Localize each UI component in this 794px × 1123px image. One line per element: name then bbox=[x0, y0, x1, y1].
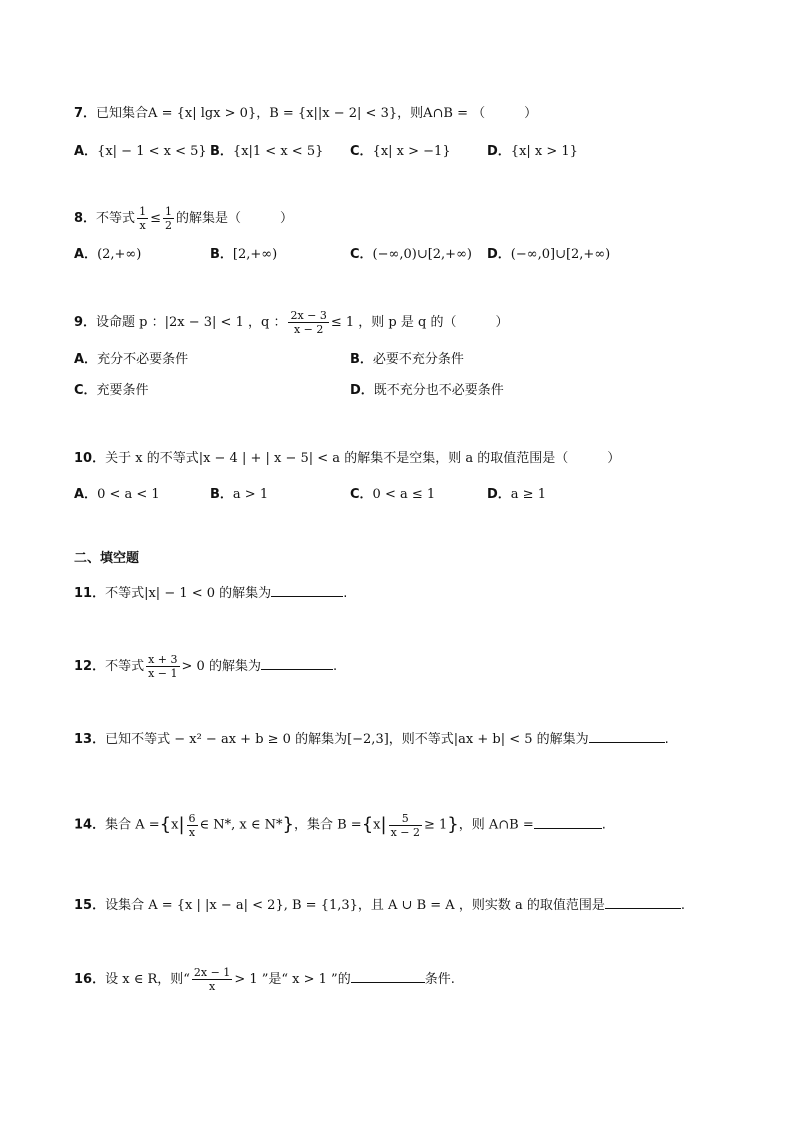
question-end: . bbox=[343, 586, 348, 601]
answer-blank[interactable] bbox=[589, 730, 665, 743]
option-a bbox=[74, 485, 160, 505]
option-label: C． bbox=[350, 144, 373, 159]
option-c bbox=[350, 142, 451, 162]
option-b bbox=[210, 142, 323, 162]
option-text: {x| − 1 < x < 5} bbox=[97, 144, 207, 159]
question-12 bbox=[74, 652, 337, 682]
fraction bbox=[137, 205, 148, 232]
option-a bbox=[74, 245, 141, 265]
question-number: 9． bbox=[74, 315, 97, 330]
question-stem-mid: > 1 ”是“ x > 1 ”的 bbox=[234, 972, 351, 987]
numerator: 6 bbox=[188, 811, 196, 825]
set-var: x bbox=[373, 817, 381, 833]
option-text: a > 1 bbox=[232, 487, 269, 502]
question-13 bbox=[74, 730, 669, 750]
option-text: 充分不必要条件 bbox=[97, 352, 189, 367]
denominator: x − 2 bbox=[293, 323, 324, 336]
bar: | bbox=[380, 814, 387, 835]
option-label: A． bbox=[74, 247, 98, 262]
option-d bbox=[487, 245, 610, 265]
option-text: 充要条件 bbox=[96, 383, 149, 398]
option-a bbox=[74, 350, 188, 370]
set-condition: ∈ N*, x ∈ N* bbox=[199, 817, 283, 833]
denominator: x − 2 bbox=[390, 825, 420, 839]
denominator: x bbox=[139, 219, 146, 232]
bar: | bbox=[178, 814, 185, 835]
set-var: x bbox=[171, 817, 179, 833]
question-number: 13． bbox=[74, 732, 106, 747]
fraction bbox=[146, 653, 179, 680]
question-11 bbox=[74, 584, 347, 604]
option-c bbox=[350, 485, 435, 505]
question-end: . bbox=[601, 817, 606, 833]
fraction bbox=[389, 812, 422, 839]
numerator: 1 bbox=[164, 205, 172, 218]
set-condition: ≥ 1 bbox=[423, 817, 448, 833]
option-d bbox=[350, 381, 504, 401]
option-label: A． bbox=[74, 352, 98, 367]
answer-blank[interactable] bbox=[534, 816, 602, 829]
option-text: [2,+∞) bbox=[232, 247, 278, 262]
question-7 bbox=[74, 104, 537, 124]
question-number: 11． bbox=[74, 586, 106, 601]
option-text: 0 < a < 1 bbox=[97, 487, 160, 502]
question-stem-end: > 0 的解集为 bbox=[181, 659, 261, 674]
option-label: B． bbox=[210, 487, 233, 502]
question-number: 15． bbox=[74, 898, 106, 913]
question-number: 7． bbox=[74, 106, 97, 121]
question-end: . bbox=[680, 898, 685, 913]
option-text: {x| x > −1} bbox=[372, 144, 451, 159]
question-number: 8． bbox=[74, 211, 97, 226]
option-a bbox=[74, 142, 207, 162]
question-stem: 不等式|x| − 1 < 0 的解集为 bbox=[105, 586, 272, 601]
option-d bbox=[487, 142, 578, 162]
option-b bbox=[210, 485, 268, 505]
option-text: 0 < a ≤ 1 bbox=[372, 487, 436, 502]
option-label: D． bbox=[487, 487, 511, 502]
question-number: 12． bbox=[74, 659, 106, 674]
set-a-label: 集合 A = bbox=[105, 817, 160, 833]
question-stem: 已知不等式 − x² − ax + b ≥ 0 的解集为[−2,3]，则不等式|ax + b| < 5 的解集为 bbox=[105, 732, 589, 747]
right-brace: } bbox=[447, 814, 459, 835]
numerator: 5 bbox=[389, 812, 422, 826]
question-stem: 不等式 bbox=[105, 659, 145, 674]
fraction bbox=[192, 966, 232, 993]
answer-blank[interactable] bbox=[351, 970, 425, 983]
option-label: D． bbox=[487, 144, 511, 159]
option-label: A． bbox=[74, 144, 98, 159]
option-text: {x| x > 1} bbox=[510, 144, 578, 159]
fraction bbox=[288, 309, 328, 336]
question-stem: 设集合 A = {x | |x − a| < 2}, B = {1,3}，且 A ∪ B = A ，则实数 a 的取值范围是 bbox=[105, 898, 605, 913]
option-label: C． bbox=[74, 383, 97, 398]
question-end: . bbox=[332, 659, 338, 674]
question-stem: 设 x ∈ R，则“ bbox=[105, 972, 190, 987]
option-label: B． bbox=[350, 352, 373, 367]
left-brace: { bbox=[361, 814, 374, 835]
option-label: A． bbox=[74, 487, 98, 502]
option-text: 必要不充分条件 bbox=[372, 352, 464, 367]
denominator: 2 bbox=[164, 219, 172, 232]
question-number: 14． bbox=[74, 817, 106, 833]
option-text: a ≥ 1 bbox=[510, 487, 546, 502]
numerator: 2x − 1 bbox=[193, 966, 231, 979]
option-c bbox=[74, 381, 149, 401]
intersection-label: ，则 A∩B = bbox=[458, 817, 534, 833]
option-label: C． bbox=[350, 247, 373, 262]
le-symbol: ≤ bbox=[150, 211, 161, 226]
answer-blank[interactable] bbox=[261, 657, 333, 670]
set-b-label: ，集合 B = bbox=[293, 817, 362, 833]
option-b bbox=[350, 350, 464, 370]
right-brace: } bbox=[282, 814, 294, 835]
numerator: 1 bbox=[139, 205, 147, 218]
option-text: (−∞,0]∪[2,+∞) bbox=[510, 247, 611, 262]
question-stem: 设命题 p ：|2x − 3| < 1 ，q ： bbox=[96, 315, 287, 330]
question-stem: 关于 x 的不等式|x − 4 | + | x − 5| < a 的解集不是空集，则 a 的取值范围是（ ） bbox=[105, 451, 621, 466]
question-10 bbox=[74, 449, 620, 469]
question-stem-end: ≤ 1 ，则 p 是 q 的（ ） bbox=[330, 315, 509, 330]
option-label: D． bbox=[487, 247, 511, 262]
option-text: 既不充分也不必要条件 bbox=[373, 383, 504, 398]
question-stem: 已知集合A = {x| lgx > 0}，B = {x||x − 2| < 3}，则A∩B = （ ） bbox=[96, 106, 538, 121]
option-text: (2,+∞) bbox=[97, 247, 142, 262]
question-8 bbox=[74, 204, 293, 234]
option-label: D． bbox=[350, 383, 374, 398]
question-stem: 不等式 bbox=[96, 211, 136, 226]
option-b bbox=[210, 245, 277, 265]
answer-blank[interactable] bbox=[605, 896, 681, 909]
question-9 bbox=[74, 308, 508, 338]
numerator: 2x − 3 bbox=[290, 309, 327, 322]
option-d bbox=[487, 485, 546, 505]
numerator: x + 3 bbox=[148, 653, 178, 666]
option-label: C． bbox=[350, 487, 373, 502]
fraction bbox=[187, 812, 198, 839]
left-brace: { bbox=[159, 814, 172, 835]
question-number: 16． bbox=[74, 972, 106, 987]
question-end: . bbox=[664, 732, 669, 747]
question-end: 条件. bbox=[424, 972, 455, 987]
question-16 bbox=[74, 963, 455, 997]
fraction bbox=[163, 205, 174, 232]
denominator: x bbox=[208, 980, 216, 993]
section-heading: 二、填空题 bbox=[74, 551, 140, 566]
denominator: x − 1 bbox=[148, 667, 178, 680]
option-text: {x|1 < x < 5} bbox=[232, 144, 324, 159]
option-label: B． bbox=[210, 144, 233, 159]
denominator: x bbox=[188, 825, 196, 839]
question-14 bbox=[74, 808, 606, 843]
option-text: (−∞,0)∪[2,+∞) bbox=[372, 247, 472, 262]
option-label: B． bbox=[210, 247, 233, 262]
question-number: 10． bbox=[74, 451, 106, 466]
answer-blank[interactable] bbox=[271, 584, 343, 597]
question-stem-end: 的解集是（ ） bbox=[175, 211, 293, 226]
option-c bbox=[350, 245, 472, 265]
question-15 bbox=[74, 896, 685, 916]
